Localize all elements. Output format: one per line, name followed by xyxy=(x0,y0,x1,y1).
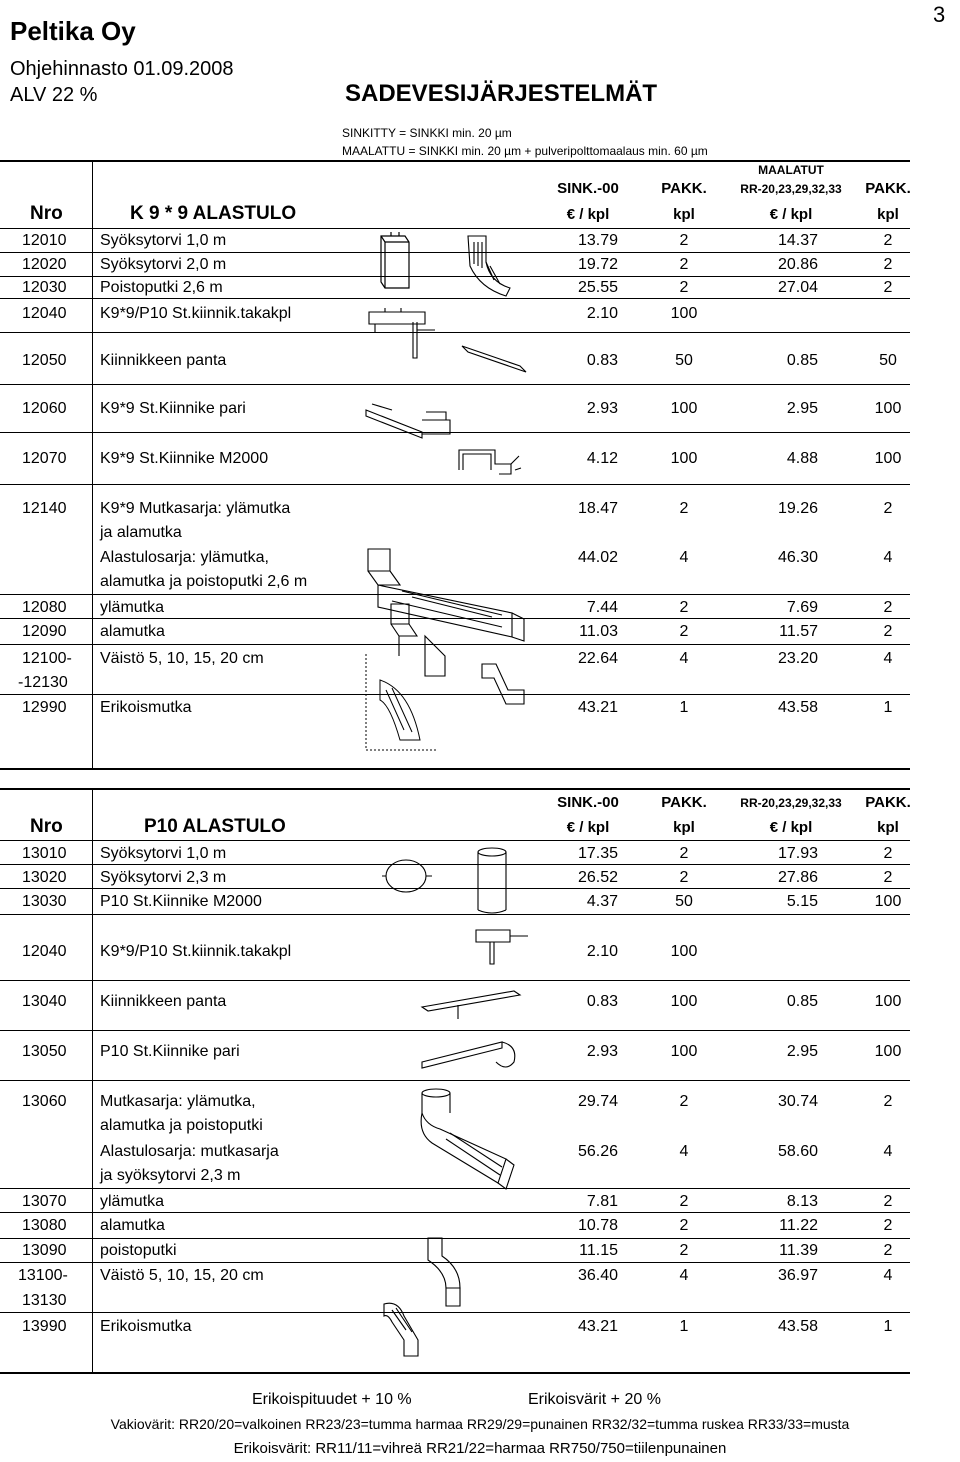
row-rr-pkg: 1 xyxy=(883,699,893,716)
row-rr-price: 11.57 xyxy=(779,623,818,640)
row-rr-pkg: 50 xyxy=(879,352,897,369)
row-desc: K9*9 St.Kiinnike M2000 xyxy=(100,450,269,467)
row-rr-price: 58.60 xyxy=(777,1143,818,1160)
row-rr-price: 43.58 xyxy=(777,699,818,716)
row-rr-price: 11.39 xyxy=(779,1242,818,1259)
row-sink-pkg: 2 xyxy=(679,1093,689,1110)
col-rr-header: RR-20,23,29,32,33 xyxy=(740,796,842,810)
row-nro: 12140 xyxy=(22,500,67,517)
col-sink-header: SINK.-00 xyxy=(557,794,619,811)
header-bottom-border xyxy=(0,840,910,841)
row-rr-pkg: 100 xyxy=(874,993,902,1010)
row-rr-pkg: 1 xyxy=(883,1318,893,1335)
row-sink-price: 2.93 xyxy=(586,1043,618,1060)
row-sink-price: 10.78 xyxy=(577,1217,618,1234)
row-desc: Väistö 5, 10, 15, 20 cm xyxy=(100,650,264,667)
col-pakk-header: PAKK. xyxy=(661,180,707,197)
row-rr-pkg: 4 xyxy=(883,650,893,667)
row-rr-pkg: 2 xyxy=(883,599,893,616)
round-wall-bracket-drawing xyxy=(470,920,534,968)
row-nro: 13990 xyxy=(22,1318,67,1335)
clamp-band-drawing xyxy=(460,342,530,374)
row-nro: 12080 xyxy=(22,599,67,616)
row-rr-pkg: 2 xyxy=(883,623,893,640)
standard-colors-list: Vakiovärit: RR20/20=valkoinen RR23/23=tumma harmaa RR29/29=punainen RR32/32=tumma ruskea RR33/33=musta xyxy=(110,1416,850,1432)
row-sink-price: 2.10 xyxy=(586,305,618,322)
row-rr-pkg: 2 xyxy=(883,232,893,249)
row-divider xyxy=(0,1212,910,1213)
row-rr-pkg: 4 xyxy=(883,549,893,566)
row-desc: Syöksytorvi 2,3 m xyxy=(100,869,227,886)
row-sink-pkg: 2 xyxy=(679,256,689,273)
row-nro: 13080 xyxy=(22,1217,67,1234)
unit-pkg-sink: kpl xyxy=(673,206,695,223)
row-rr-price: 36.97 xyxy=(777,1267,818,1284)
row-rr-pkg: 100 xyxy=(874,1043,902,1060)
row-desc: alamutka ja poistoputki 2,6 m xyxy=(100,573,308,590)
row-sink-pkg: 1 xyxy=(679,699,689,716)
special-colors-list: Erikoisvärit: RR11/11=vihreä RR21/22=harmaa RR750/750=tiilenpunainen xyxy=(233,1440,727,1457)
row-desc: Kiinnikkeen panta xyxy=(100,993,227,1010)
row-rr-pkg: 2 xyxy=(883,845,893,862)
document-title: SADEVESIJÄRJESTELMÄT xyxy=(345,80,658,107)
col-sink-header: SINK.-00 xyxy=(557,180,619,197)
row-rr-pkg: 2 xyxy=(883,1093,893,1110)
row-divider xyxy=(0,484,910,485)
row-rr-price: 30.74 xyxy=(777,1093,818,1110)
row-desc: Erikoismutka xyxy=(100,1318,192,1335)
company-name: Peltika Oy xyxy=(10,16,136,46)
row-rr-pkg: 100 xyxy=(874,450,902,467)
col-nro-header: Nro xyxy=(30,816,63,837)
row-rr-pkg: 4 xyxy=(883,1143,893,1160)
row-sink-pkg: 2 xyxy=(679,279,689,296)
row-nro: 13010 xyxy=(22,845,67,862)
row-sink-price: 17.35 xyxy=(577,845,618,862)
row-rr-price: 27.86 xyxy=(777,869,818,886)
row-desc: Syöksytorvi 2,0 m xyxy=(100,256,227,273)
row-divider xyxy=(0,1080,910,1081)
row-sink-pkg: 2 xyxy=(679,1217,689,1234)
note-painted: MAALATTU = SINKKI min. 20 µm + pulveripolttomaalaus min. 60 µm xyxy=(342,144,708,158)
row-rr-price: 0.85 xyxy=(786,352,818,369)
row-rr-price: 0.85 xyxy=(786,993,818,1010)
unit-price-rr: € / kpl xyxy=(769,819,813,836)
row-desc: Mutkasarja: ylämutka, xyxy=(100,1093,256,1110)
section-top-border xyxy=(0,788,910,790)
row-nro: 13100- xyxy=(18,1267,68,1284)
row-rr-price: 2.95 xyxy=(786,1043,818,1060)
row-rr-price: 14.37 xyxy=(777,232,818,249)
row-rr-pkg: 2 xyxy=(883,869,893,886)
row-sink-pkg: 100 xyxy=(670,305,698,322)
row-nro: 13030 xyxy=(22,893,67,910)
row-desc: Alastulosarja: mutkasarja xyxy=(100,1143,279,1160)
section-top-border xyxy=(0,160,910,162)
row-sink-price: 11.15 xyxy=(579,1242,618,1259)
row-sink-pkg: 2 xyxy=(679,599,689,616)
page-number: 3 xyxy=(933,2,946,27)
row-divider xyxy=(0,914,910,915)
row-nro: 13060 xyxy=(22,1093,67,1110)
row-sink-price: 19.72 xyxy=(577,256,618,273)
section-bottom-border xyxy=(0,768,910,770)
row-sink-pkg: 2 xyxy=(679,1242,689,1259)
row-sink-pkg: 100 xyxy=(670,1043,698,1060)
row-divider xyxy=(0,694,910,695)
row-sink-pkg: 100 xyxy=(670,400,698,417)
round-special-bend-drawing xyxy=(378,1296,428,1362)
note-galvanized: SINKITTY = SINKKI min. 20 µm xyxy=(342,126,512,140)
row-rr-pkg: 100 xyxy=(874,400,902,417)
row-divider xyxy=(0,332,910,333)
row-nro: 12060 xyxy=(22,400,67,417)
row-desc: Syöksytorvi 1,0 m xyxy=(100,232,227,249)
row-sink-pkg: 100 xyxy=(670,450,698,467)
row-desc: Syöksytorvi 1,0 m xyxy=(100,845,227,862)
col-painted-header: MAALATUT xyxy=(758,163,824,177)
bracket-pair-drawing xyxy=(362,390,458,450)
row-nro: 12030 xyxy=(22,279,67,296)
row-sink-price: 36.40 xyxy=(577,1267,618,1284)
row-sink-pkg: 2 xyxy=(679,623,689,640)
unit-pkg-rr: kpl xyxy=(877,206,899,223)
row-divider xyxy=(0,276,910,277)
row-nro: 12010 xyxy=(22,232,67,249)
special-colors-note: Erikoisvärit + 20 % xyxy=(528,1391,661,1408)
row-nro: 13090 xyxy=(22,1242,67,1259)
row-nro: 13130 xyxy=(22,1292,67,1309)
row-rr-pkg: 2 xyxy=(883,500,893,517)
row-sink-pkg: 1 xyxy=(679,1318,689,1335)
row-nro: 12040 xyxy=(22,305,67,322)
unit-pkg-rr: kpl xyxy=(877,819,899,836)
row-nro: -12130 xyxy=(18,674,68,691)
col-rr-header: RR-20,23,29,32,33 xyxy=(740,182,842,196)
row-desc: Erikoismutka xyxy=(100,699,192,716)
row-rr-pkg: 4 xyxy=(883,1267,893,1284)
special-bend-drawing xyxy=(360,650,440,760)
square-outlet-pipe-drawing xyxy=(460,232,516,298)
row-divider xyxy=(0,1030,910,1031)
row-desc: K9*9 St.Kiinnike pari xyxy=(100,400,246,417)
row-desc: P10 St.Kiinnike M2000 xyxy=(100,893,262,910)
row-sink-price: 26.52 xyxy=(577,869,618,886)
row-sink-pkg: 100 xyxy=(670,993,698,1010)
section-title: P10 ALASTULO xyxy=(144,816,286,837)
row-sink-price: 0.83 xyxy=(586,352,618,369)
row-rr-price: 17.93 xyxy=(777,845,818,862)
bracket-m2000-drawing xyxy=(455,440,525,482)
row-nro: 13070 xyxy=(22,1193,67,1210)
row-rr-price: 7.69 xyxy=(786,599,818,616)
row-sink-pkg: 100 xyxy=(670,943,698,960)
row-rr-price: 5.15 xyxy=(786,893,818,910)
row-nro: 12100- xyxy=(22,650,72,667)
wall-bracket-drawing xyxy=(365,302,445,360)
unit-price-rr: € / kpl xyxy=(769,206,813,223)
row-sink-pkg: 2 xyxy=(679,869,689,886)
row-nro: 12090 xyxy=(22,623,67,640)
unit-pkg-sink: kpl xyxy=(673,819,695,836)
row-divider xyxy=(0,864,910,865)
row-rr-pkg: 2 xyxy=(883,256,893,273)
row-desc: K9*9/P10 St.kiinnik.takakpl xyxy=(100,943,292,960)
row-nro: 12040 xyxy=(22,943,67,960)
row-sink-price: 56.26 xyxy=(577,1143,618,1160)
row-rr-pkg: 2 xyxy=(883,1217,893,1234)
row-rr-price: 43.58 xyxy=(777,1318,818,1335)
row-rr-pkg: 2 xyxy=(883,279,893,296)
row-sink-price: 7.81 xyxy=(586,1193,618,1210)
special-lengths-note: Erikoispituudet + 10 % xyxy=(252,1391,412,1408)
row-rr-pkg: 100 xyxy=(874,893,902,910)
col-pakk-header: PAKK. xyxy=(661,794,707,811)
row-sink-price: 4.37 xyxy=(586,893,618,910)
round-bracket-pair-drawing xyxy=(418,1032,524,1078)
row-rr-price: 27.04 xyxy=(777,279,818,296)
row-rr-price: 11.22 xyxy=(779,1217,818,1234)
row-sink-price: 2.10 xyxy=(586,943,618,960)
row-rr-price: 19.26 xyxy=(777,500,818,517)
square-downpipe-drawing xyxy=(375,232,415,292)
row-nro: 13050 xyxy=(22,1043,67,1060)
col-nro-header: Nro xyxy=(30,203,63,224)
row-sink-pkg: 4 xyxy=(679,549,689,566)
row-sink-pkg: 2 xyxy=(679,1193,689,1210)
row-desc: Alastulosarja: ylämutka, xyxy=(100,549,269,566)
round-clamp-band-drawing xyxy=(418,985,528,1025)
row-nro: 12020 xyxy=(22,256,67,273)
row-desc: ja syöksytorvi 2,3 m xyxy=(100,1167,241,1184)
row-nro: 12050 xyxy=(22,352,67,369)
row-sink-pkg: 4 xyxy=(679,1143,689,1160)
row-sink-pkg: 2 xyxy=(679,500,689,517)
unit-price-sink: € / kpl xyxy=(566,206,610,223)
header-bottom-border xyxy=(0,228,910,229)
row-desc: K9*9/P10 St.kiinnik.takakpl xyxy=(100,305,292,322)
row-sink-price: 43.21 xyxy=(577,1318,618,1335)
row-divider xyxy=(0,888,910,889)
section-bottom-border xyxy=(0,1372,910,1374)
row-sink-price: 44.02 xyxy=(577,549,618,566)
round-downpipe-drawing xyxy=(472,846,512,916)
row-desc: Väistö 5, 10, 15, 20 cm xyxy=(100,1267,264,1284)
row-desc: alamutka xyxy=(100,623,165,640)
col-pakk2-header: PAKK. xyxy=(865,180,911,197)
row-sink-price: 18.47 xyxy=(577,500,618,517)
vat-rate: ALV 22 % xyxy=(10,84,98,106)
row-rr-price: 2.95 xyxy=(786,400,818,417)
row-desc: alamutka xyxy=(100,1217,165,1234)
row-desc: ylämutka xyxy=(100,1193,165,1210)
row-rr-price: 23.20 xyxy=(777,650,818,667)
section-title: K 9 * 9 ALASTULO xyxy=(130,203,297,224)
row-sink-price: 22.64 xyxy=(577,650,618,667)
row-nro: 13020 xyxy=(22,869,67,886)
row-sink-pkg: 2 xyxy=(679,232,689,249)
unit-price-sink: € / kpl xyxy=(566,819,610,836)
row-divider xyxy=(0,384,910,385)
row-sink-price: 11.03 xyxy=(579,623,618,640)
row-sink-price: 4.12 xyxy=(586,450,618,467)
round-bracket-drawing xyxy=(378,850,434,902)
row-sink-pkg: 50 xyxy=(675,352,693,369)
offset-bend-drawing xyxy=(478,654,534,710)
row-desc: Kiinnikkeen panta xyxy=(100,352,227,369)
row-desc: ja alamutka xyxy=(100,524,182,541)
row-nro: 13040 xyxy=(22,993,67,1010)
row-sink-price: 2.93 xyxy=(586,400,618,417)
row-rr-price: 20.86 xyxy=(777,256,818,273)
row-desc: Poistoputki 2,6 m xyxy=(100,279,223,296)
row-divider xyxy=(0,1312,910,1313)
row-desc: poistoputki xyxy=(100,1242,177,1259)
row-divider xyxy=(0,980,910,981)
row-nro: 12990 xyxy=(22,699,67,716)
row-rr-pkg: 2 xyxy=(883,1242,893,1259)
col-pakk2-header: PAKK. xyxy=(865,794,911,811)
pricelist-date: Ohjehinnasto 01.09.2008 xyxy=(10,58,234,80)
row-desc: ylämutka xyxy=(100,599,165,616)
row-sink-price: 29.74 xyxy=(577,1093,618,1110)
row-rr-price: 4.88 xyxy=(786,450,818,467)
row-sink-price: 43.21 xyxy=(577,699,618,716)
row-divider xyxy=(0,252,910,253)
row-rr-price: 46.30 xyxy=(777,549,818,566)
row-sink-price: 0.83 xyxy=(586,993,618,1010)
row-desc: K9*9 Mutkasarja: ylämutka xyxy=(100,500,291,517)
row-sink-price: 13.79 xyxy=(577,232,618,249)
row-desc: alamutka ja poistoputki xyxy=(100,1117,263,1134)
round-downpipe-kit-drawing xyxy=(410,1085,520,1195)
row-sink-pkg: 4 xyxy=(679,650,689,667)
row-sink-pkg: 50 xyxy=(675,893,693,910)
row-sink-pkg: 2 xyxy=(679,845,689,862)
row-sink-price: 7.44 xyxy=(586,599,618,616)
row-sink-pkg: 4 xyxy=(679,1267,689,1284)
row-nro: 12070 xyxy=(22,450,67,467)
row-rr-pkg: 2 xyxy=(883,1193,893,1210)
row-sink-price: 25.55 xyxy=(577,279,618,296)
row-desc: P10 St.Kiinnike pari xyxy=(100,1043,240,1060)
row-rr-price: 8.13 xyxy=(786,1193,818,1210)
row-divider xyxy=(0,298,910,299)
